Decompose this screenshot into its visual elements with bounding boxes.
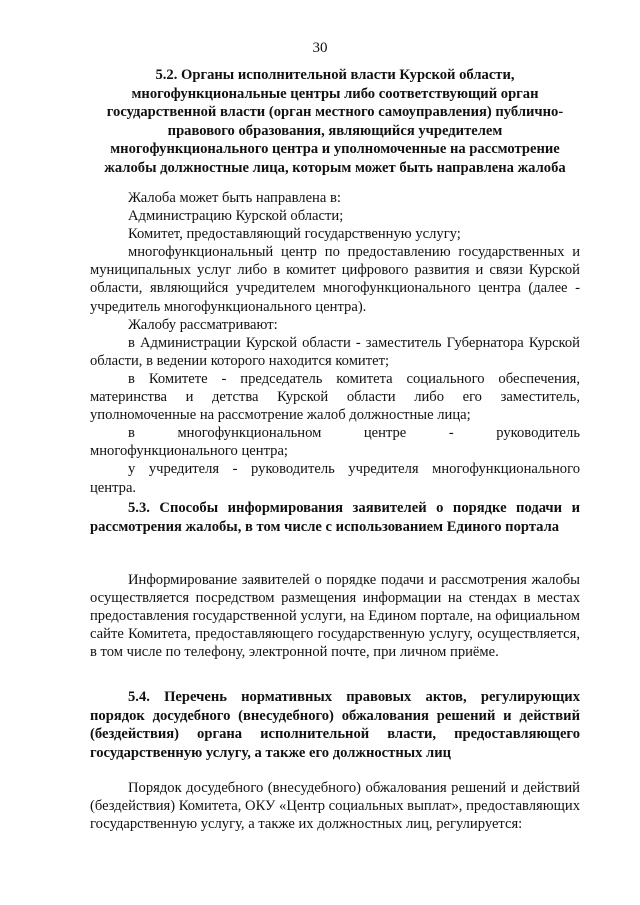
paragraph: в Администрации Курской области - заместитель Губернатора Курской области, в ведении которого находится комитет;	[90, 334, 580, 369]
paragraph: многофункционального центра;	[90, 443, 288, 460]
word: в	[128, 425, 135, 442]
word: руководитель	[496, 425, 580, 442]
section-5-2-body	[90, 189, 580, 497]
paragraph: Жалобу рассматривают:	[128, 316, 278, 333]
heading-line: многофункционального центра и уполномоченные на рассмотрение	[110, 141, 560, 157]
heading-text: 5.4. Перечень нормативных правовых актов, регулирующих порядок досудебного (внесудебного) обжалования решений и действий (бездействия) органа исполнительной власти, предоставляющего государственную услугу, а также его должностных лиц	[90, 689, 580, 761]
paragraph: Администрацию Курской области;	[128, 208, 344, 225]
paragraph: многофункциональный центр по предоставлению государственных и муниципальных услуг либо в комитет цифрового развития и связи Курской области, являющийся учредителем многофункционального центра (далее - учредитель многофункционального центра).	[90, 244, 580, 315]
section-5-3-body: Информирование заявителей о порядке подачи и рассмотрения жалобы осуществляется посредством размещения информации на стендах в местах предоставления государственной услуги, на Едином портале, на официальном сайте Комитета, предоставляющего государственную услугу, осуществляется, в том числе по телефону, электронной почте, при личном приёме.	[90, 572, 580, 661]
heading-line: государственной власти (орган местного самоуправления) публично-	[106, 104, 564, 120]
section-5-2-heading	[90, 66, 580, 177]
page-number: 30	[312, 40, 328, 56]
word: центре	[363, 425, 407, 442]
heading-text: 5.3. Способы информирования заявителей о порядке подачи и рассмотрения жалобы, в том числе с использованием Единого портала	[90, 500, 580, 535]
word: -	[448, 425, 454, 442]
paragraph: в Комитете - председатель комитета социального обеспечения, материнства и детства Курской области либо его заместитель, уполномоченные на рассмотрение жалоб должностные лица;	[90, 370, 580, 424]
heading-line: многофункциональные центры либо соответствующий орган	[131, 85, 539, 102]
heading-line: правового образования, являющийся учредителем	[167, 122, 503, 139]
heading-line: жалобы должностные лица, которым может быть направлена жалоба	[104, 159, 566, 176]
paragraph: Жалоба может быть направлена в:	[128, 190, 341, 206]
section-5-3-heading	[90, 499, 580, 536]
paragraph-spaced-line	[90, 424, 580, 442]
section-5-4-heading	[90, 688, 580, 762]
heading-line: 5.2. Органы исполнительной власти Курской области,	[155, 67, 515, 83]
section-5-4-body: Порядок досудебного (внесудебного) обжалования решений и действий (бездействия) Комитета, ОКУ «Центр социальных выплат», предоставляющих государственную услугу, а также их должностных лиц, регулируется:	[90, 780, 580, 833]
paragraph: у учредителя - руководитель учредителя многофункционального центра.	[90, 461, 580, 496]
paragraph: Комитет, предоставляющий государственную услугу;	[128, 226, 461, 243]
word: многофункциональном	[177, 425, 322, 442]
